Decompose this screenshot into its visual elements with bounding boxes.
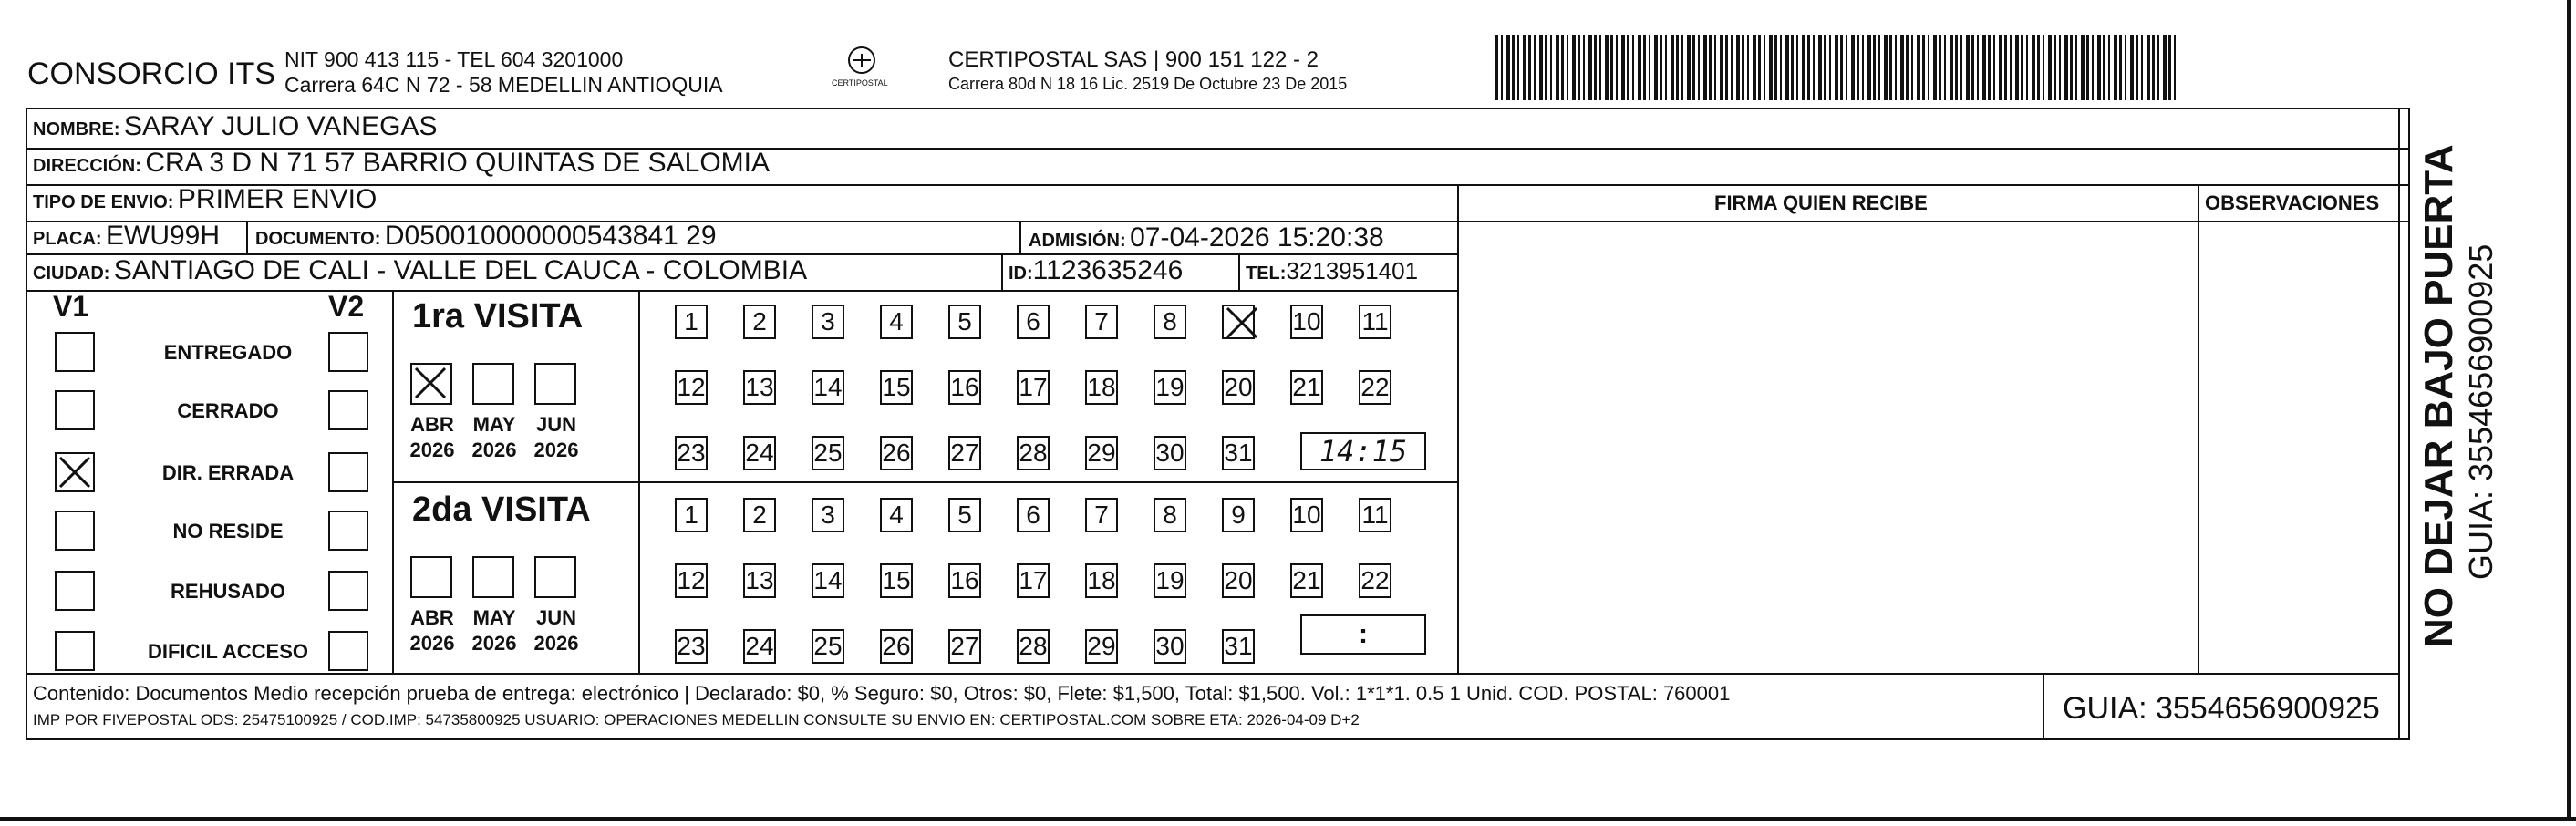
day-box[interactable]: 19 bbox=[1154, 563, 1186, 598]
v1-checkbox[interactable] bbox=[55, 631, 95, 671]
barcode bbox=[1495, 35, 2179, 100]
reason-label: DIR. ERRADA bbox=[161, 461, 295, 484]
firma-header: FIRMA QUIEN RECIBE bbox=[1714, 191, 1928, 214]
visit2-time: : bbox=[1359, 619, 1368, 649]
v2-checkbox[interactable] bbox=[328, 511, 368, 551]
day-box[interactable]: 31 bbox=[1222, 436, 1255, 470]
v2-checkbox[interactable] bbox=[328, 571, 368, 611]
company-nit: NIT 900 413 115 - TEL 604 3201000 bbox=[284, 47, 624, 71]
day-box[interactable]: 28 bbox=[1017, 436, 1050, 470]
day-box[interactable]: 25 bbox=[812, 436, 844, 470]
observaciones-header: OBSERVACIONES bbox=[2205, 191, 2380, 214]
month-label: JUN 2026 bbox=[533, 413, 579, 461]
certipostal-name: CERTIPOSTAL SAS | 900 151 122 - 2 bbox=[948, 47, 1319, 72]
direccion-field: DIRECCIÓN: CRA 3 D N 71 57 BARRIO QUINTAS DE SALOMIA bbox=[33, 148, 770, 178]
day-box[interactable]: 11 bbox=[1359, 498, 1391, 532]
day-box[interactable]: 30 bbox=[1154, 629, 1186, 664]
day-box[interactable]: 23 bbox=[675, 436, 708, 470]
month-label: MAY 2026 bbox=[471, 413, 517, 461]
reason-label: CERRADO bbox=[177, 399, 279, 422]
day-box[interactable]: 8 bbox=[1154, 305, 1186, 339]
day-box[interactable]: 31 bbox=[1222, 629, 1255, 664]
day-box[interactable]: 16 bbox=[948, 370, 981, 405]
v2-label: V2 bbox=[328, 290, 365, 323]
day-box[interactable]: 3 bbox=[812, 498, 844, 532]
day-box[interactable]: 24 bbox=[743, 629, 776, 664]
certipostal-license: Carrera 80d N 18 16 Lic. 2519 De Octubre 23 De 2015 bbox=[948, 75, 1348, 93]
day-box[interactable]: 22 bbox=[1359, 563, 1391, 598]
day-box[interactable]: 2 bbox=[743, 498, 776, 532]
form-frame bbox=[26, 108, 2410, 740]
day-box[interactable]: 29 bbox=[1085, 436, 1118, 470]
day-box[interactable]: 29 bbox=[1085, 629, 1118, 664]
day-box[interactable]: 30 bbox=[1154, 436, 1186, 470]
day-box[interactable]: 1 bbox=[675, 305, 708, 339]
day-box[interactable]: 15 bbox=[880, 370, 913, 405]
company-address: Carrera 64C N 72 - 58 MEDELLIN ANTIOQUIA bbox=[284, 73, 723, 97]
month-checkbox[interactable] bbox=[410, 556, 452, 598]
day-box[interactable]: 12 bbox=[675, 563, 708, 598]
month-checkbox[interactable] bbox=[534, 556, 576, 598]
reason-label: DIFICIL ACCESO bbox=[147, 640, 308, 663]
day-box[interactable]: 14 bbox=[812, 370, 844, 405]
day-box[interactable]: 27 bbox=[948, 629, 981, 664]
v2-checkbox[interactable] bbox=[328, 332, 368, 372]
v1-checkbox[interactable] bbox=[55, 390, 95, 430]
day-box[interactable]: 2 bbox=[743, 305, 776, 339]
reason-label: NO RESIDE bbox=[172, 520, 284, 542]
day-box[interactable]: 13 bbox=[743, 370, 776, 405]
month-checkbox[interactable] bbox=[534, 363, 576, 405]
month-label: ABR 2026 bbox=[409, 606, 455, 655]
visit1-time: 14:15 bbox=[1319, 434, 1408, 469]
visit2-time-box[interactable] bbox=[1300, 614, 1426, 655]
day-box[interactable]: 20 bbox=[1222, 370, 1255, 405]
footer-line1: Contenido: Documentos Medio recepción prueba de entrega: electrónico | Declarado: $0, % Seguro: $0, Otros: $0, Flete: $1,500, Total: $1,500. Vol.: 1*1*1. 0.5 1 Unid. COD. POSTAL: 760001 bbox=[33, 682, 1731, 705]
v2-checkbox[interactable] bbox=[328, 390, 368, 430]
month-label: JUN 2026 bbox=[533, 606, 579, 655]
day-box[interactable]: 18 bbox=[1085, 370, 1118, 405]
tipo-field: TIPO DE ENVIO: PRIMER ENVIO bbox=[33, 184, 378, 214]
documento-field: DOCUMENTO: D050010000000543841 29 bbox=[255, 221, 717, 251]
v1-label: V1 bbox=[53, 290, 89, 323]
reason-label: ENTREGADO bbox=[163, 341, 293, 364]
month-label: ABR 2026 bbox=[409, 413, 455, 461]
day-box[interactable]: 28 bbox=[1017, 629, 1050, 664]
day-box[interactable]: 12 bbox=[675, 370, 708, 405]
side-guia: GUIA: 3554656900925 bbox=[2462, 243, 2499, 580]
company-name: CONSORCIO ITS bbox=[27, 57, 276, 91]
day-box[interactable]: 26 bbox=[880, 629, 913, 664]
day-box[interactable]: 21 bbox=[1290, 370, 1323, 405]
day-box[interactable]: 6 bbox=[1017, 305, 1050, 339]
v2-checkbox[interactable] bbox=[328, 452, 368, 492]
day-box[interactable]: 19 bbox=[1154, 370, 1186, 405]
day-box[interactable]: 5 bbox=[948, 498, 981, 532]
day-box[interactable]: 20 bbox=[1222, 563, 1255, 598]
logo-text: CERTIPOSTAL bbox=[832, 78, 888, 88]
day-box[interactable]: 27 bbox=[948, 436, 981, 470]
month-checkbox[interactable] bbox=[472, 556, 514, 598]
day-box[interactable]: 16 bbox=[948, 563, 981, 598]
footer-line2: IMP POR FIVEPOSTAL ODS: 25475100925 / COD.IMP: 54735800925 USUARIO: OPERACIONES MEDELLIN CONSULTE SU ENVIO EN: CERTIPOSTAL.COM SOBRE ETA: 2026-04-09 D+2 bbox=[33, 711, 1360, 728]
day-box[interactable]: 21 bbox=[1290, 563, 1323, 598]
day-box[interactable]: 22 bbox=[1359, 370, 1391, 405]
day-box[interactable]: 23 bbox=[675, 629, 708, 664]
day-box[interactable]: 5 bbox=[948, 305, 981, 339]
day-box[interactable]: 17 bbox=[1017, 563, 1050, 598]
day-box[interactable]: 7 bbox=[1085, 498, 1118, 532]
v1-checkbox[interactable] bbox=[55, 511, 95, 551]
day-box[interactable]: 4 bbox=[880, 498, 913, 532]
day-box[interactable]: 18 bbox=[1085, 563, 1118, 598]
visit2-title: 2da VISITA bbox=[412, 490, 591, 529]
certipostal-logo bbox=[830, 42, 894, 97]
day-box[interactable] bbox=[1222, 305, 1255, 339]
reason-label: REHUSADO bbox=[171, 580, 285, 603]
day-box[interactable]: 11 bbox=[1359, 305, 1391, 339]
day-box[interactable]: 8 bbox=[1154, 498, 1186, 532]
day-box[interactable]: 4 bbox=[880, 305, 913, 339]
v1-checkbox[interactable] bbox=[55, 571, 95, 611]
day-box[interactable]: 6 bbox=[1017, 498, 1050, 532]
ciudad-field: CIUDAD: SANTIAGO DE CALI - VALLE DEL CAUCA - COLOMBIA bbox=[33, 255, 808, 285]
month-checkbox[interactable] bbox=[472, 363, 514, 405]
day-box[interactable]: 24 bbox=[743, 436, 776, 470]
day-box[interactable]: 10 bbox=[1290, 305, 1323, 339]
day-box[interactable]: 3 bbox=[812, 305, 844, 339]
side-warning: NO DEJAR BAJO PUERTA bbox=[2416, 144, 2461, 647]
footer-guia: GUIA: 3554656900925 bbox=[2063, 691, 2380, 726]
day-box[interactable]: 15 bbox=[880, 563, 913, 598]
visit1-time-box[interactable] bbox=[1300, 432, 1426, 470]
day-box[interactable]: 26 bbox=[880, 436, 913, 470]
id-field: ID:1123635246 bbox=[1009, 255, 1184, 285]
day-box[interactable]: 10 bbox=[1290, 498, 1323, 532]
tel-field: TEL:3213951401 bbox=[1246, 257, 1419, 284]
day-box[interactable]: 9 bbox=[1222, 498, 1255, 532]
month-checkbox[interactable] bbox=[410, 363, 452, 405]
admision-field: ADMISIÓN: 07-04-2026 15:20:38 bbox=[1029, 222, 1384, 253]
v1-checkbox[interactable] bbox=[55, 452, 95, 492]
nombre-field: NOMBRE: SARAY JULIO VANEGAS bbox=[33, 111, 438, 141]
visit1-title: 1ra VISITA bbox=[412, 297, 584, 336]
day-box[interactable]: 25 bbox=[812, 629, 844, 664]
day-box[interactable]: 14 bbox=[812, 563, 844, 598]
month-label: MAY 2026 bbox=[471, 606, 517, 655]
day-box[interactable]: 1 bbox=[675, 498, 708, 532]
v2-checkbox[interactable] bbox=[328, 631, 368, 671]
day-box[interactable]: 13 bbox=[743, 563, 776, 598]
day-box[interactable]: 7 bbox=[1085, 305, 1118, 339]
day-box[interactable]: 17 bbox=[1017, 370, 1050, 405]
placa-field: PLACA: EWU99H bbox=[33, 221, 221, 251]
v1-checkbox[interactable] bbox=[55, 332, 95, 372]
